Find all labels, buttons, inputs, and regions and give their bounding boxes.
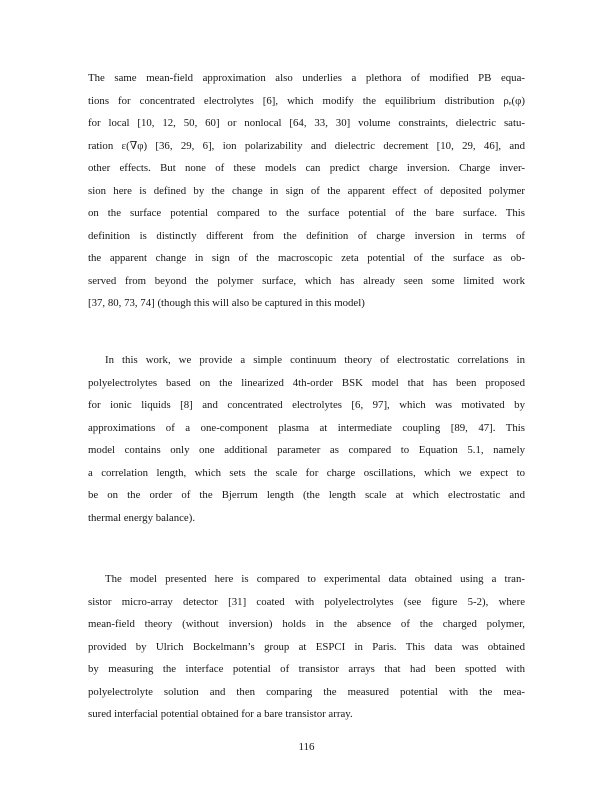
page-number: 116 <box>298 741 315 753</box>
text-line: The model presented here is compared to experimental data obtained using a tran- <box>105 573 525 585</box>
text-line: a correlation length, which sets the scale for charge oscillations, which we expect to <box>88 466 525 479</box>
text-line: for local [10, 12, 50, 60] or nonlocal [64, 33, 30] volume constraints, dielectric satu- <box>88 117 525 129</box>
paragraph-2 <box>88 349 525 529</box>
text-line: thermal energy balance). <box>88 511 196 524</box>
text-line: on the surface potential compared to the surface potential of the bare surface. This <box>88 207 525 219</box>
text-line: for ionic liquids [8] and concentrated electrolytes [6, 97], which was motivated by <box>88 399 525 411</box>
text-line: tions for concentrated electrolytes [6], which modify the equilibrium distribution ρₑ(φ) <box>88 94 525 107</box>
text-line: the apparent change in sign of the macroscopic zeta potential of the surface as ob- <box>88 252 525 264</box>
paragraph-1 <box>88 67 525 315</box>
text-line: sured interfacial potential obtained for a bare transistor array. <box>88 708 353 720</box>
text-line: polyelectrolyte solution and then comparing the measured potential with the mea- <box>88 685 525 698</box>
text-line: other effects. But none of these models can predict charge inversion. Charge inver- <box>88 162 525 174</box>
text-line: be on the order of the Bjerrum length (the length scale at which electrostatic and <box>88 489 525 501</box>
text-line: by measuring the interface potential of transistor arrays that had been spotted with <box>88 663 525 675</box>
text-line: model contains only one additional parameter as compared to Equation 5.1, namely <box>88 444 525 456</box>
text-line: approximations of a one-component plasma at intermediate coupling [89, 47]. This <box>88 421 525 434</box>
text-line: polyelectrolytes based on the linearized 4th-order BSK model that has been proposed <box>88 376 525 389</box>
paragraph-3 <box>88 568 525 726</box>
text-line: mean-field theory (without inversion) holds in the absence of the charged polymer, <box>88 618 525 630</box>
text-line: sion here is defined by the change in sign of the apparent effect of deposited polymer <box>88 184 525 197</box>
text-line: sistor micro-array detector [31] coated with polyelectrolytes (see figure 5-2), where <box>88 595 525 608</box>
text-line: The same mean-field approximation also underlies a plethora of modified PB equa- <box>88 72 525 84</box>
text-line: definition is distinctly different from the definition of charge inversion in terms of <box>88 229 525 242</box>
text-line: [37, 80, 73, 74] (though this will also be captured in this model) <box>88 297 365 309</box>
text-line: ration ε(∇φ) [36, 29, 6], ion polarizability and dielectric decrement [10, 29, 46], and <box>88 139 525 152</box>
text-block <box>88 0 525 792</box>
text-line: served from beyond the polymer surface, which has already seen some limited work <box>88 274 525 287</box>
text-line: provided by Ulrich Bockelmann’s group at ESPCI in Paris. This data was obtained <box>88 640 525 653</box>
text-line: In this work, we provide a simple continuum theory of electrostatic correlations in <box>105 354 525 366</box>
